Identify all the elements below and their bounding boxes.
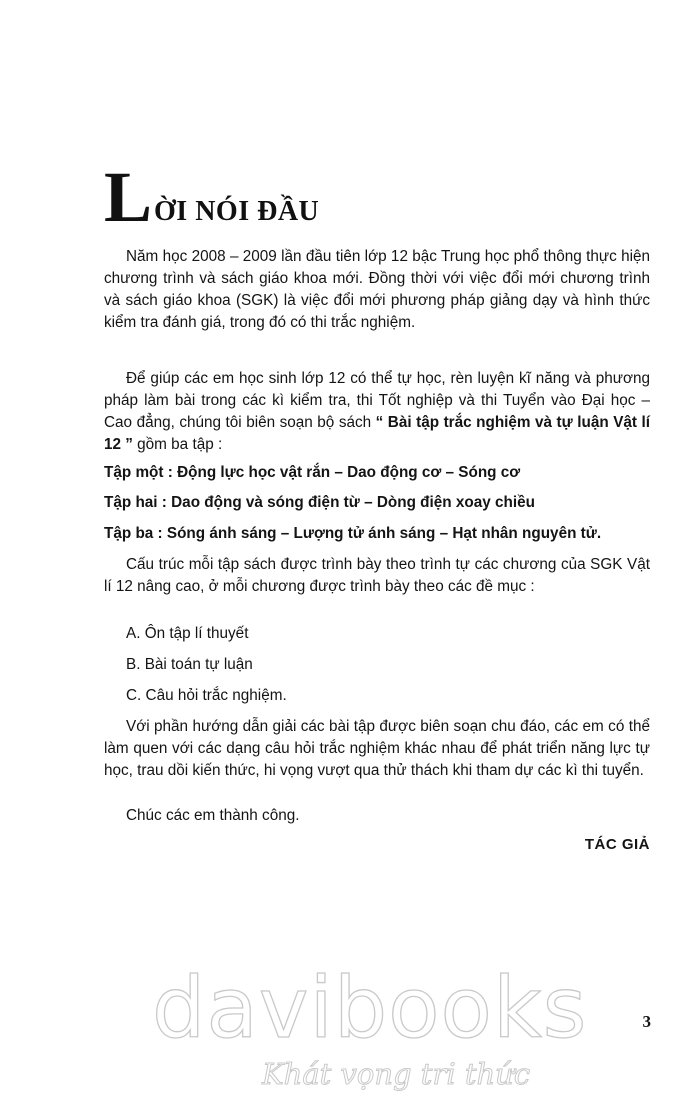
paragraph-guidance: Với phần hướng dẫn giải các bài tập được biên soạn chu đáo, các em có thể làm quen với các dạng câu hỏi trắc nghiệm khác nhau để phát triển năng lực tự học, trau dồi kiến thức, hi vọng vượt qua thử thách khi tham dự các kì thi tuyển. <box>104 718 650 779</box>
paragraph-wishes: Chúc các em thành công. <box>126 807 300 824</box>
title-dropcap: L <box>104 157 153 237</box>
page-title <box>104 157 320 237</box>
watermark-slogan: Khát vọng tri thức <box>262 1057 531 1091</box>
page-number: 3 <box>642 1012 651 1031</box>
book-title: “ Bài tập trắc nghiệm và tự luận Vật lí 12 ” <box>104 414 650 453</box>
volume-two: Tập hai : Dao động và sóng điện từ – Dòng điện xoay chiều <box>104 494 535 511</box>
section-item: A. Ôn tập lí thuyết <box>126 625 249 642</box>
purpose-end: gồm ba tập : <box>132 436 223 453</box>
purpose-text: Để giúp các em học sinh lớp 12 có thể tự học, rèn luyện kĩ năng và phương pháp làm bài trong các kì kiểm tra, thi Tốt nghiệp và thi Tuyển vào Đại học – Cao đẳng, chúng tôi biên soạn bộ sách <box>104 370 650 431</box>
paragraph-structure: Cấu trúc mỗi tập sách được trình bày theo trình tự các chương của SGK Vật lí 12 nâng cao, ở mỗi chương được trình bày theo các đề mục : <box>104 556 650 595</box>
section-item: B. Bài toán tự luận <box>126 656 253 673</box>
title-text: ỜI NÓI ĐẦU <box>154 196 320 227</box>
volume-three: Tập ba : Sóng ánh sáng – Lượng tử ánh sáng – Hạt nhân nguyên tử. <box>104 525 602 542</box>
volume-one: Tập một : Động lực học vật rắn – Dao động cơ – Sóng cơ <box>104 464 521 481</box>
paragraph-intro: Năm học 2008 – 2009 lần đầu tiên lớp 12 bậc Trung học phổ thông thực hiện chương trình và sách giáo khoa mới. Đồng thời với việc đổi mới chương trình và sách giáo khoa (SGK) là việc đổi mới phương pháp giảng dạy và hình thức kiểm tra đánh giá, trong đó có thi trắc nghiệm. <box>104 248 650 331</box>
section-item: C. Câu hỏi trắc nghiệm. <box>126 687 287 704</box>
watermark-brand: davibooks <box>152 959 588 1057</box>
paragraph-purpose <box>104 368 650 456</box>
author-signature: TÁC GIẢ <box>584 836 650 853</box>
